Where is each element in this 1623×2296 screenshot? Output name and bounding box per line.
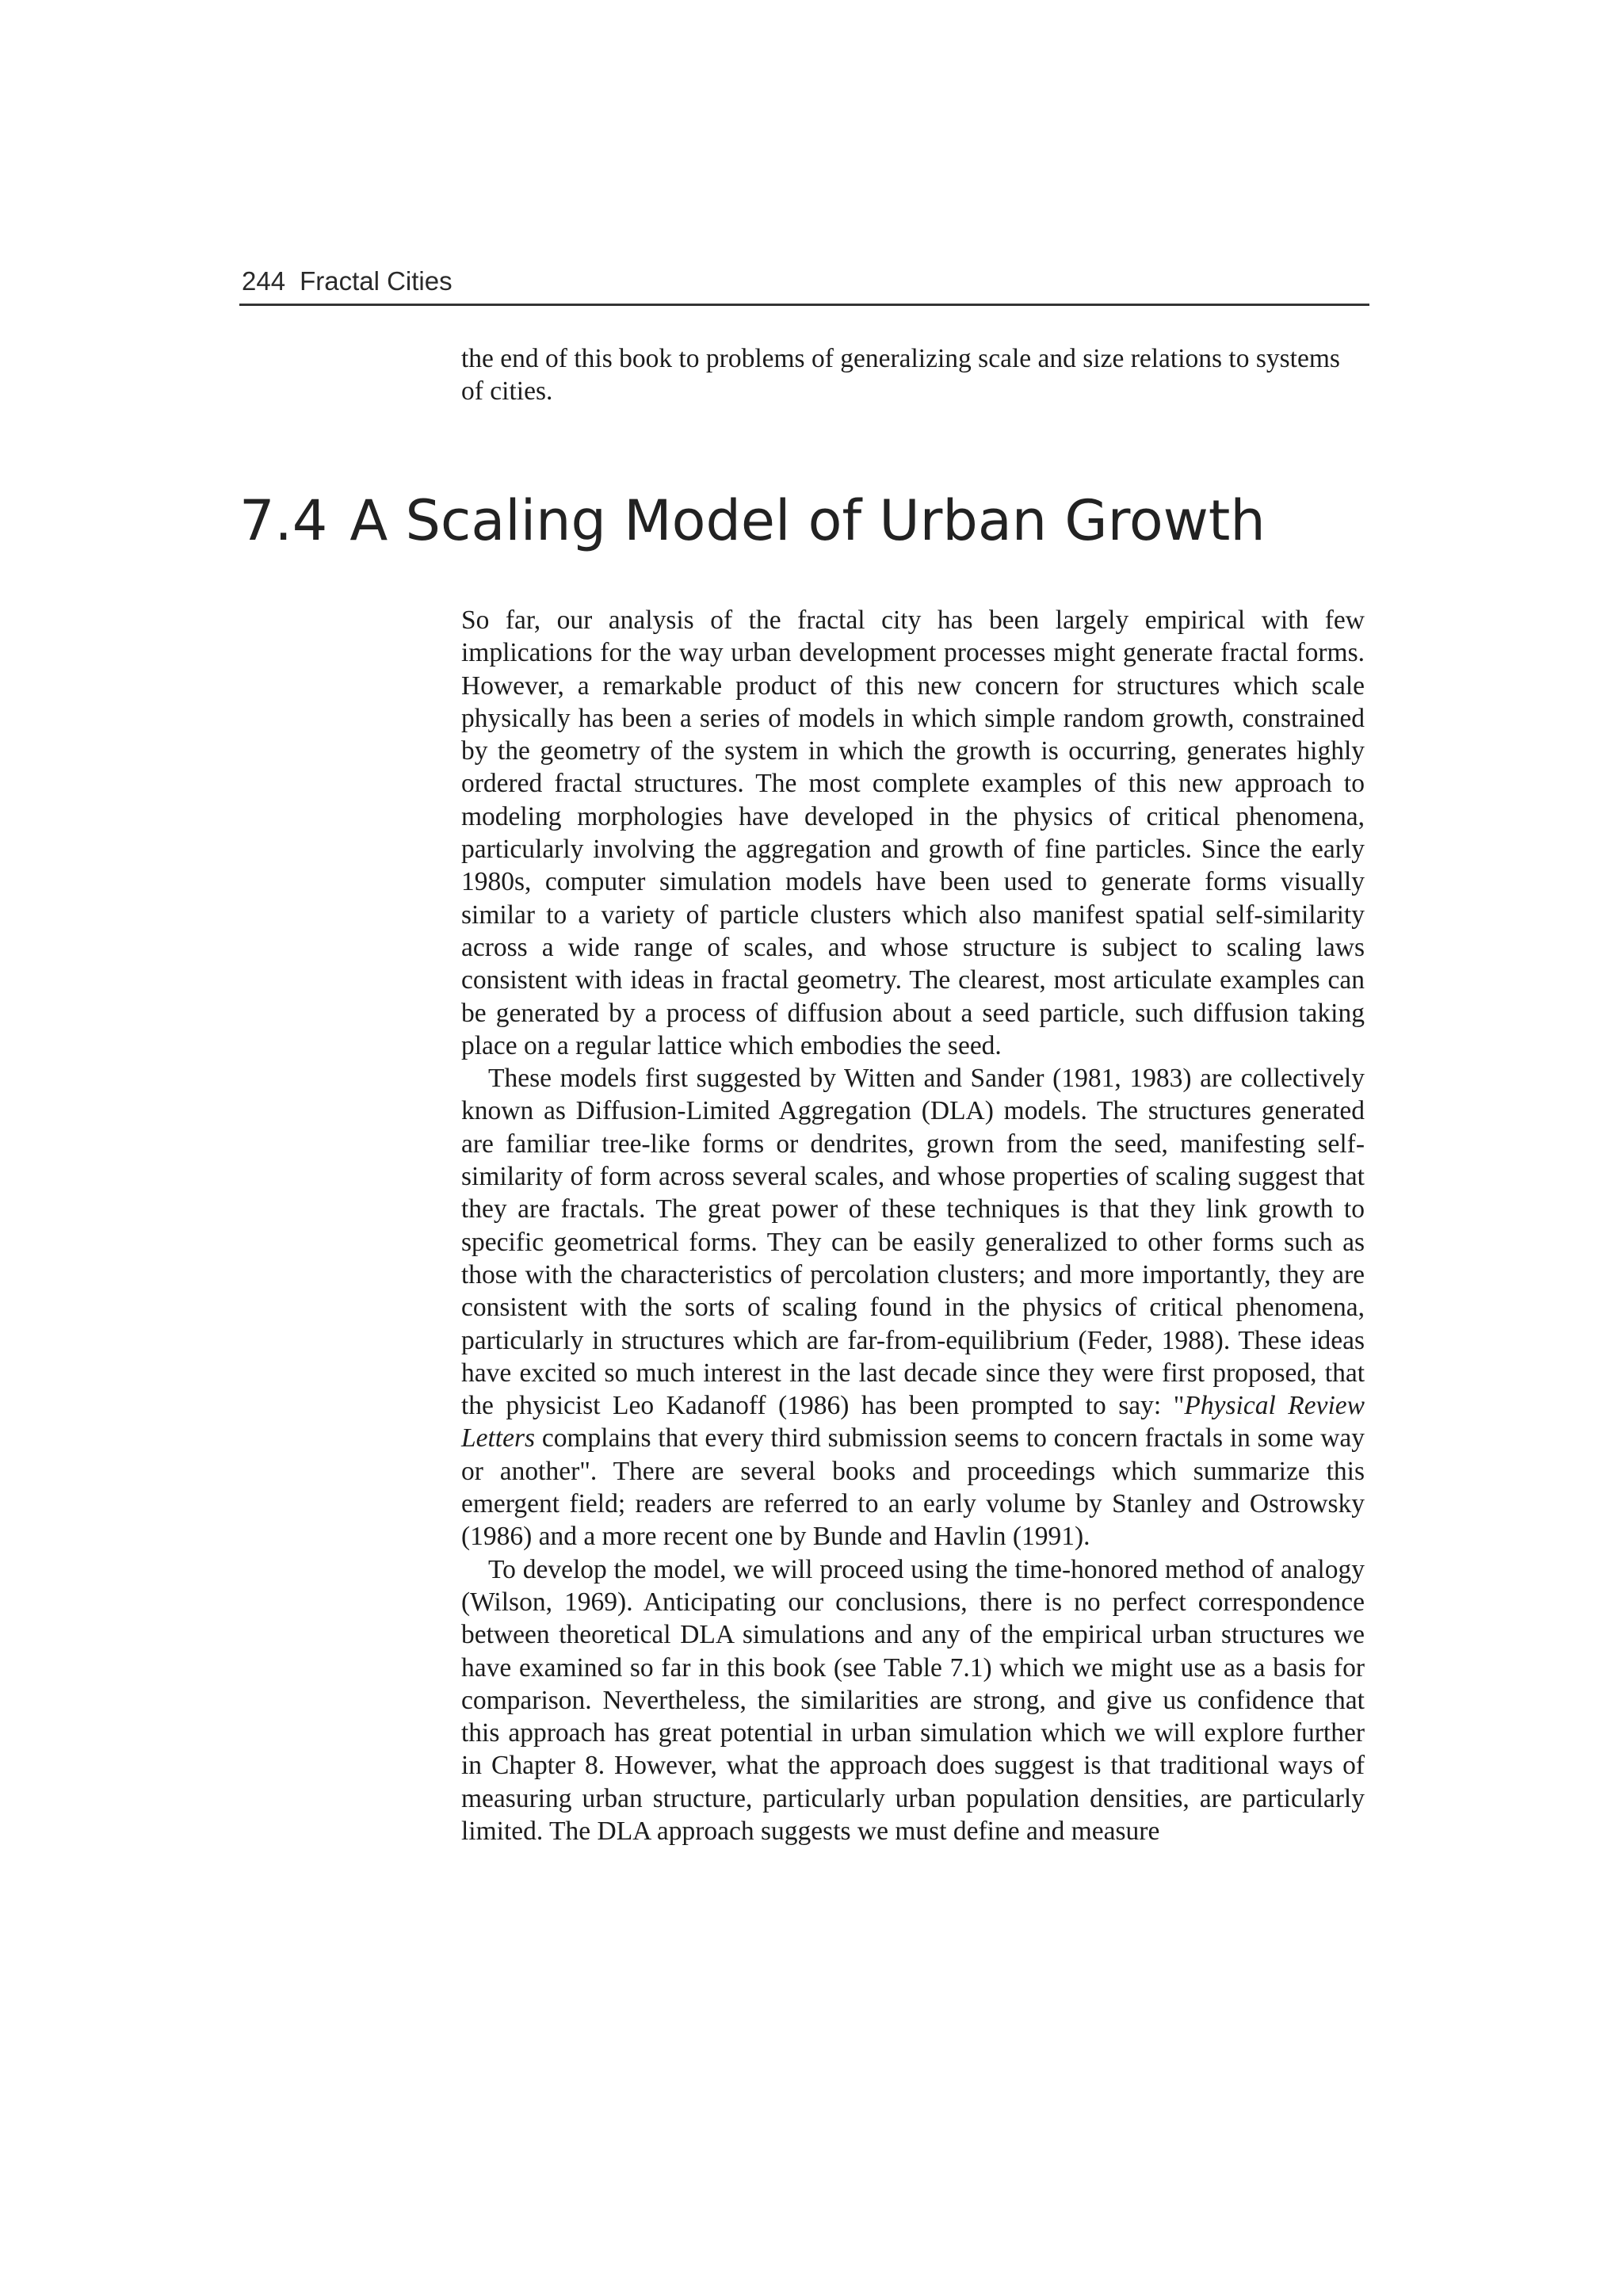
- section-heading: [239, 488, 1266, 553]
- body-paragraph-2: [461, 1062, 1365, 1553]
- running-head-title: Fractal Cities: [300, 266, 453, 296]
- page-number: 244: [242, 266, 286, 296]
- body-paragraph-3: To develop the model, we will proceed using the time-honored method of analogy (Wilson, 1969). Anticipating our conclusions, there is no perfect correspondence between theoretical DLA simulations and any of the empirical urban structures we have examined so far in this book (see Table 7.1) which we might use as a basis for comparison. Nevertheless, the similarities are strong, and give us confidence that this approach has great potential in urban simulation which we will explore further in Chapter 8. However, what the approach does suggest is that traditional ways of measuring urban structure, particularly urban population densities, are particularly limited. The DLA approach suggests we must define and measure: [461, 1554, 1365, 1846]
- section-body: [461, 604, 1365, 1847]
- section-title: A Scaling Model of Urban Growth: [349, 488, 1266, 553]
- running-head: [242, 266, 453, 296]
- continuation-paragraph: the end of this book to problems of generalizing scale and size relations to systems of cities.: [461, 344, 1340, 407]
- continuation-block: [461, 342, 1365, 408]
- paragraph-2-text-start: These models first suggested by Witten and Sander (1981, 1983) are collectively known as Diffusion-Limited Aggregation (DLA) models. The structures generated are familiar tree-like forms or dendrites, grown from the seed, manifesting self-similarity of form across several scales, and whose properties of scaling suggest that they are fractals. The great power of these techniques is that they link growth to specific geometrical forms. They can be easily generalized to other forms such as those with the characteristics of percolation clusters; and more importantly, they are consistent with the sorts of scaling found in the physics of critical phenomena, particularly in structures which are far-from-equilibrium (Feder, 1988). These ideas have excited so much interest in the last decade since they were first proposed, that the physicist Leo Kadanoff (1986) has been prompted to say: ": [461, 1064, 1365, 1421]
- body-paragraph-1: So far, our analysis of the fractal city has been largely empirical with few implications for the way urban development processes might generate fractal forms. However, a remarkable product of this new concern for structures which scale physically has been a series of models in which simple random growth, constrained by the geometry of the system in which the growth is occurring, generates highly ordered fractal structures. The most complete examples of this new approach to modeling morphologies have developed in the physics of critical phenomena, particularly involving the aggregation and growth of fine particles. Since the early 1980s, computer simulation models have been used to generate forms visually similar to a variety of particle clusters which also manifest spatial self-similarity across a wide range of scales, and whose structure is subject to scaling laws consistent with ideas in fractal geometry. The clearest, most articulate examples can be generated by a process of diffusion about a seed particle, such diffusion taking place on a regular lattice which embodies the seed.: [461, 606, 1365, 1060]
- section-number: 7.4: [239, 488, 328, 553]
- journal-title-italic: Physical Review Letters: [461, 1391, 1365, 1454]
- paragraph-2-text-end: complains that every third submission seems to concern fractals in some way or another". There are several books and proceedings which summarize this emergent field; readers are referred to an early volume by Stanley and Ostrowsky (1986) and a more recent one by Bunde and Havlin (1991).: [461, 1423, 1365, 1552]
- header-rule: [239, 304, 1369, 306]
